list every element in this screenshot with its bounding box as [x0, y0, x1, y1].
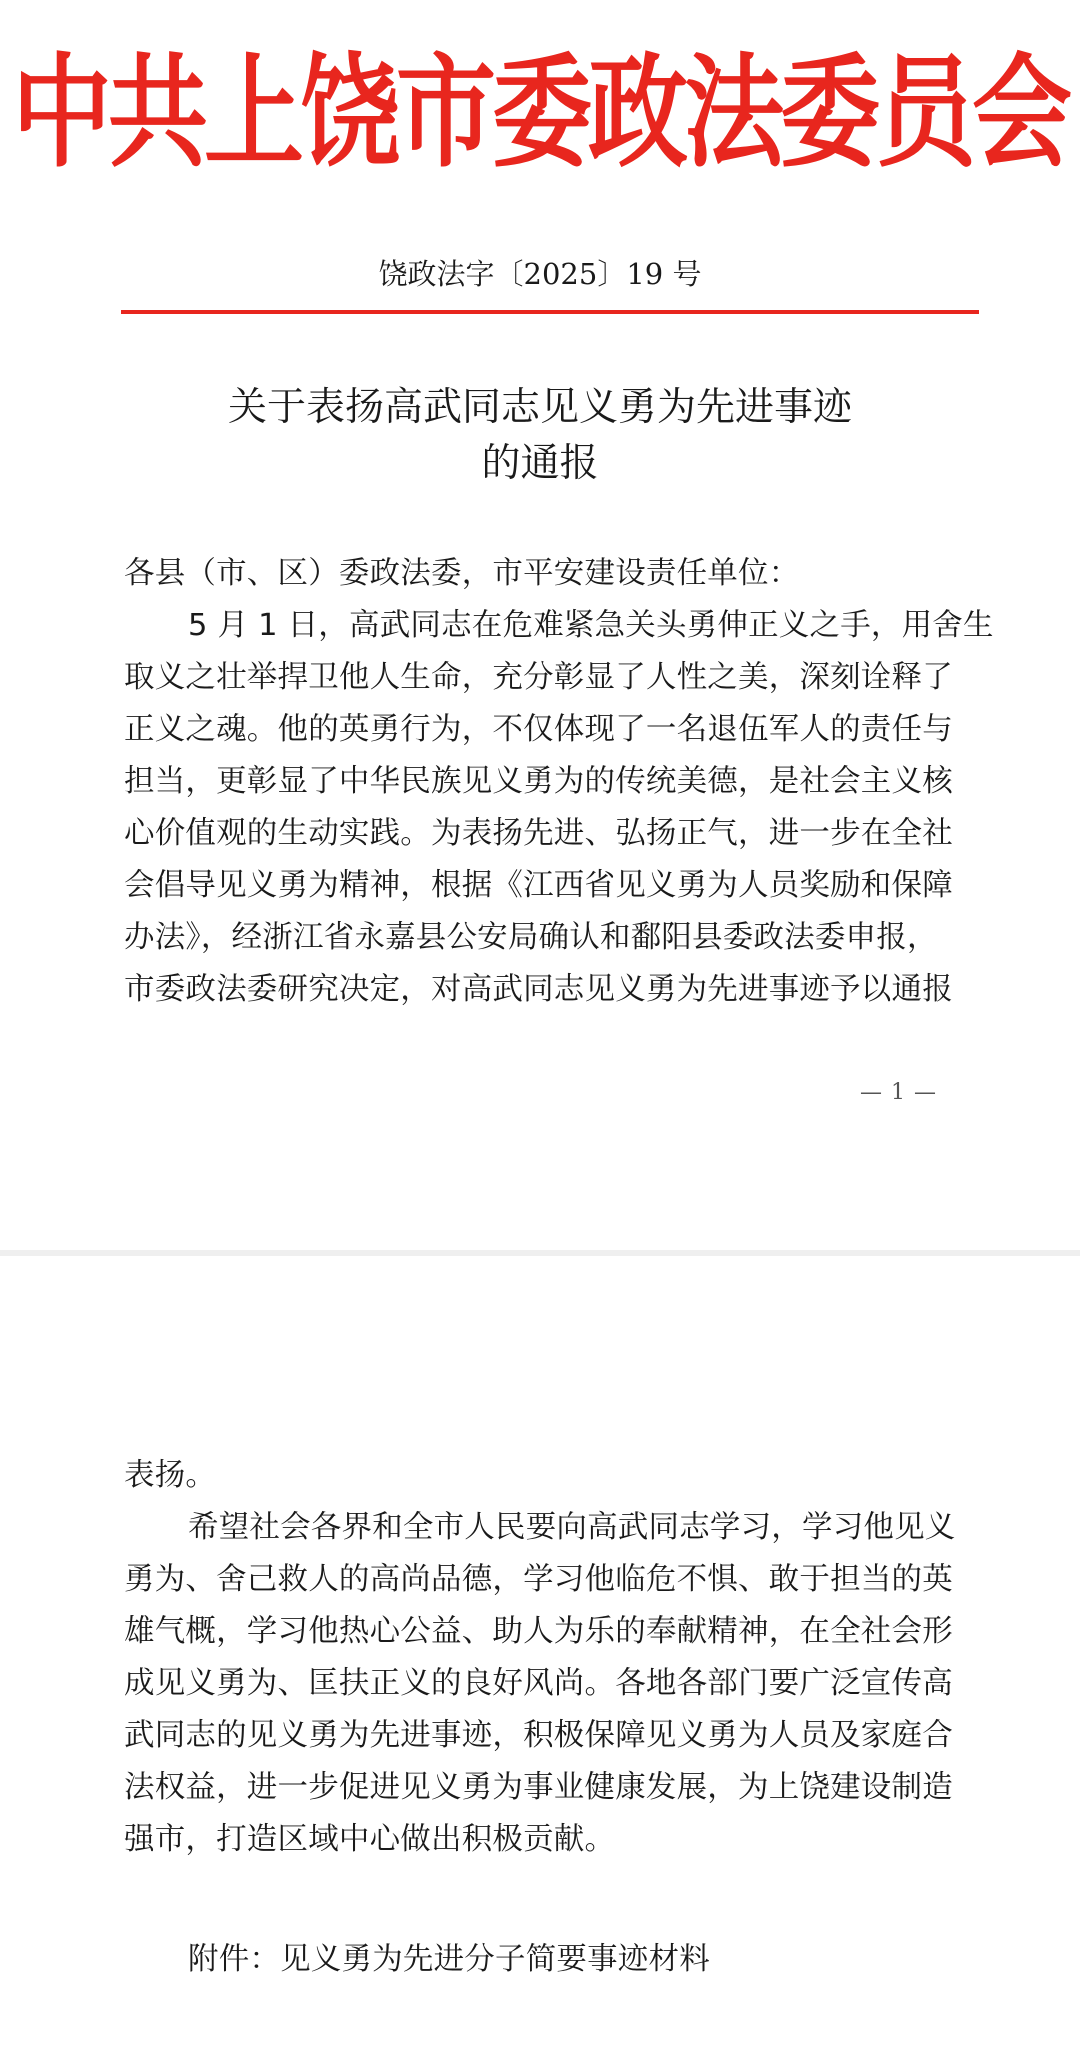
notice-title-line: 的通报: [481, 441, 599, 486]
attachment-note: [124, 1934, 970, 1986]
paragraph-line: 取义之壮举捍卫他人生命，充分彰显了人性之美，深刻诠释了: [124, 660, 953, 695]
paragraph-line: 担当，更彰显了中华民族见义勇为的传统美德，是社会主义核: [124, 764, 953, 799]
paragraph-line: 办法》，经浙江省永嘉县公安局确认和鄱阳县委政法委申报，: [124, 920, 938, 955]
paragraph-line: 成见义勇为、匡扶正义的良好风尚。各地各部门要广泛宣传高: [124, 1666, 953, 1701]
document-number: 饶政法字〔2025〕19 号: [378, 257, 702, 291]
paragraph-line: 正义之魂。他的英勇行为，不仅体现了一名退伍军人的责任与: [124, 712, 953, 747]
paragraph-line: 强市，打造区域中心做出积极贡献。: [124, 1822, 616, 1857]
paragraph-1: [124, 600, 994, 1016]
red-divider-line: [121, 310, 979, 314]
organization-title: 中共上饶市委政法委员会: [12, 41, 1068, 185]
notice-title-line: 关于表扬高武同志见义勇为先进事迹: [227, 385, 852, 430]
paragraph-line: 5 月 1 日，高武同志在危难紧急关头勇伸正义之手，用舍生: [188, 608, 994, 643]
paragraph-line: 会倡导见义勇为精神，根据《江西省见义勇为人员奖励和保障: [124, 868, 953, 903]
paragraph-line: 法权益，进一步促进见义勇为事业健康发展，为上饶建设制造: [124, 1770, 953, 1805]
paragraph-line: 表扬。: [124, 1458, 217, 1493]
paragraph-line: 心价值观的生动实践。为表扬先进、弘扬正气，进一步在全社: [124, 816, 953, 851]
page-number: — 1 —: [860, 1080, 937, 1105]
paragraph-line: 雄气概，学习他热心公益、助人为乐的奉献精神，在全社会形: [124, 1614, 953, 1649]
attachment-text: 附件：见义勇为先进分子简要事迹材料: [188, 1942, 710, 1977]
salutation-text: 各县（市、区）委政法委，市平安建设责任单位：: [124, 556, 800, 591]
paragraph-1-continued: [124, 1450, 970, 1502]
paragraph-2: [124, 1502, 970, 1866]
notice-title: [0, 380, 1080, 492]
paragraph-line: 希望社会各界和全市人民要向高武同志学习，学习他见义: [188, 1510, 956, 1545]
salutation: [124, 548, 970, 600]
paragraph-line: 勇为、舍己救人的高尚品德，学习他临危不惧、敢于担当的英: [124, 1562, 953, 1597]
paragraph-line: 市委政法委研究决定，对高武同志见义勇为先进事迹予以通报: [124, 972, 953, 1007]
paragraph-line: 武同志的见义勇为先进事迹，积极保障见义勇为人员及家庭合: [124, 1718, 953, 1753]
